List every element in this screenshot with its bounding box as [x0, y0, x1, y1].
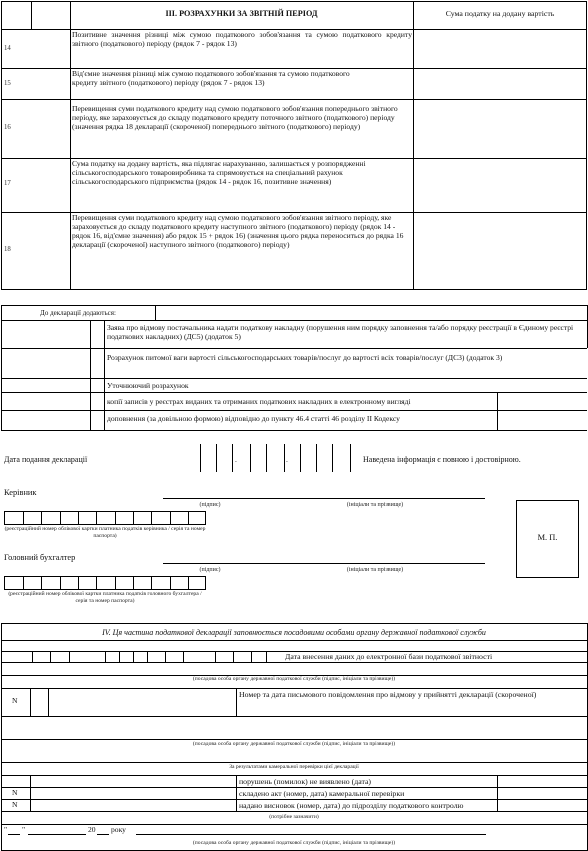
section3-title: III. РОЗРАХУНКИ ЗА ЗВІТНІЙ ПЕРІОД	[165, 9, 318, 18]
needed-caption: (потрібне зазначити)	[269, 814, 319, 820]
row-amount-cell[interactable]	[414, 100, 586, 157]
entry-date-label: Дата внесення даних до електронної бази податкової звітності	[285, 652, 493, 661]
row-number: 15	[4, 80, 11, 87]
audit-n: N	[12, 788, 18, 797]
date-month-line[interactable]	[28, 834, 86, 835]
submission-date-label: Дата подання декларації	[4, 455, 88, 464]
row-description: Перевищення суми податкового кредиту над сумою податкового зобов'язання звітного періоду, яке зараховується до складу податкового кредиту наступного звітного (податкового) періоду (рядок 14 - рядок 16, від'ємне значення) або рядок 15 + рядок 16) (значення цього рядка переноситься до рядка 16 декларації (скороченої) наступного звітного (податкового) періоду)	[72, 213, 404, 249]
attachment-item: Уточнюючий розрахунок	[107, 381, 189, 390]
audit-item: складено акт (номер, дата) камеральної перевірки	[239, 789, 405, 798]
official-caption: (посадова особа органу державної податкової служби (підпис, ініціали та прізвище))	[192, 741, 396, 747]
row-description: Сума податку на додану вартість, яка підлягає нарахуванню, залишається у розпорядженні сільськогосподарського товаровиробника та спрямовується на спеціальний рахунок сільськогосподарського підприємства (рядок 14 - рядок 16, позитивне значення)	[72, 159, 366, 186]
row-amount-cell[interactable]	[414, 69, 586, 98]
audit-header: За результатами камеральної перевірки цієї декларації	[229, 764, 359, 770]
attachment-item: Заява про відмову постачальника надати податкову накладну (порушення ним порядку заповнення та/або порядку реєстрації в Єдиному реєстрі податкових накладних) (ДС5) (додаток 5)	[107, 323, 574, 341]
stamp-label: М. П.	[537, 533, 558, 542]
row-amount-cell[interactable]	[414, 213, 586, 289]
date-quote-close: "	[22, 825, 26, 834]
amount-header: Сума податку на додану вартість	[445, 9, 555, 18]
sign-caption: (підпис)	[199, 567, 221, 573]
entry-date-field[interactable]	[14, 651, 266, 662]
final-signature-line[interactable]	[136, 834, 486, 835]
row-number: 18	[4, 246, 11, 253]
row-number: 17	[4, 180, 11, 187]
accountant-id-field[interactable]	[4, 576, 206, 590]
row-number: 16	[4, 124, 11, 131]
attachments-header: До декларації додаються:	[40, 309, 116, 317]
date-separator: .	[286, 455, 288, 464]
initials-caption: (ініціали та прізвище)	[346, 502, 404, 508]
refusal-number-field[interactable]	[30, 688, 236, 716]
director-label: Керівник	[4, 488, 37, 497]
row-amount-cell[interactable]	[414, 159, 586, 211]
row-description: Позитивне значення різниці між сумою податкового зобов'язання та сумою податкового кредиту звітного (податкового) періоду (рядок 7 - рядок 13)	[72, 30, 412, 48]
accountant-signature-line[interactable]	[163, 563, 485, 564]
row-number: 14	[4, 45, 11, 52]
date-separator: .	[235, 455, 237, 464]
audit-item: порушень (помилок) не виявлено (дата)	[239, 777, 372, 786]
row-amount-cell[interactable]	[414, 30, 586, 67]
attachment-item: Розрахунок питомої ваги вартості сільськогосподарських товарів/послуг до вартості всіх товарів/послуг (ДС3) (додаток 3)	[107, 353, 503, 362]
truth-statement: Наведена інформація є повною і достовірною.	[363, 455, 521, 464]
official-caption: (посадова особа органу державної податкової служби (підпис, ініціали та прізвище))	[192, 840, 396, 846]
accountant-label: Головний бухгалтер	[4, 553, 76, 562]
audit-n: N	[12, 800, 18, 809]
official-caption: (посадова особа органу державної податкової служби (підпис, ініціали та прізвище))	[192, 676, 396, 682]
refusal-label: Номер та дата письмового повідомлення про відмову у прийнятті декларації (скороченої)	[239, 690, 537, 699]
date-quote-open: "	[4, 825, 8, 834]
attachment-item: копії записів у реєстрах виданих та отриманих податкових накладних в електронному вигляді	[107, 397, 411, 406]
year-suffix: року	[111, 825, 126, 834]
audit-item: надано висновок (номер, дата) до підрозділу податкового контролю	[239, 801, 464, 810]
submission-date-field[interactable]	[200, 444, 350, 472]
director-signature-line[interactable]	[163, 498, 485, 499]
director-id-field[interactable]	[4, 511, 206, 525]
n-label: N	[12, 696, 18, 705]
section4-title: IV. Ця частина податкової декларації заповнюється посадовими особами органу державної податкової служби	[102, 628, 486, 637]
year-prefix: 20	[88, 825, 96, 834]
accountant-id-caption: (реєстраційний номер облікової картки платника податків головного бухгалтера / серія та номер паспорта)	[8, 591, 202, 604]
attachment-item: доповнення (за довільною формою) відповідно до пункту 46.4 статті 46 розділу II Кодексу	[107, 414, 400, 423]
row-description: Перевищення суми податкового кредиту над сумою податкового зобов'язання попереднього звітного періоду, яке зараховується до складу податкового кредиту поточного звітного (податкового) періоду (значення рядка 18 декларації (скороченої) попереднього звітного (податкового) періоду)	[72, 104, 398, 131]
row-description: Від'ємне значення різниці між сумою податкового зобов'язання та сумою податкового кредиту звітного (податкового) періоду (рядок 7 - рядок 13)	[72, 69, 350, 87]
initials-caption: (ініціали та прізвище)	[346, 567, 404, 573]
sign-caption: (підпис)	[199, 502, 221, 508]
director-id-caption: (реєстраційний номер облікової картки платника податків керівника / серія та номер паспорта)	[4, 526, 206, 539]
